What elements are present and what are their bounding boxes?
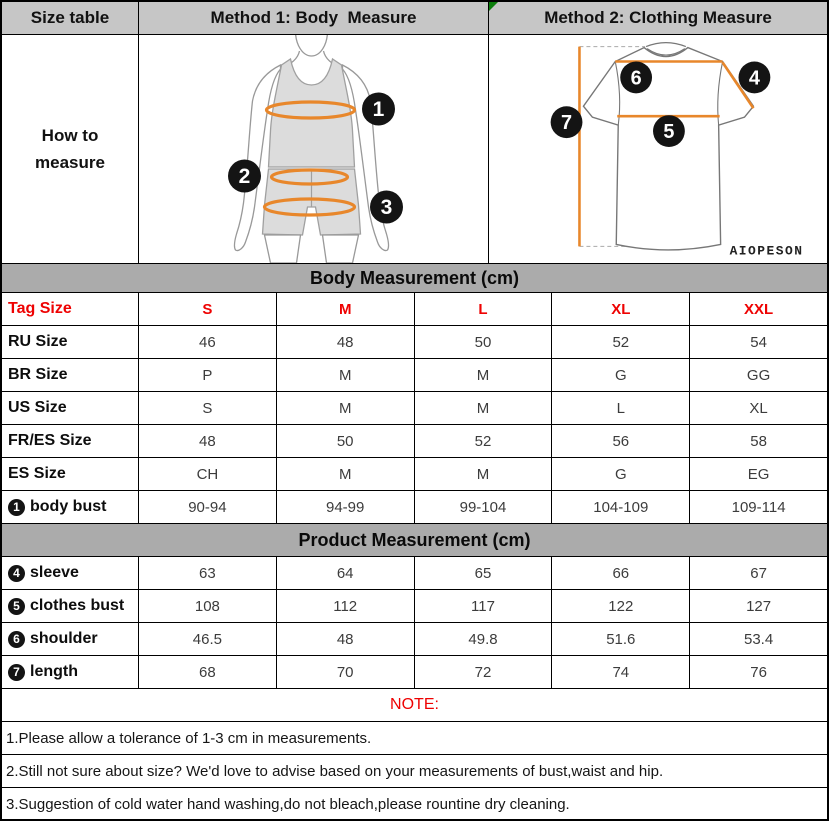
marker-badge-3 [370,191,403,224]
header-row [2,2,827,35]
header-method2: Method 2: Clothing Measure [489,2,827,34]
note-text: 1.Please allow a tolerance of 1-3 cm in measurements. [6,729,372,747]
tag-size-label: Tag Size [2,293,139,325]
marker-badge-7 [551,106,583,138]
note-row [2,722,827,755]
size-value-cell: 94-99 [277,491,415,523]
table-row [2,359,827,392]
size-value-cell: EG [747,465,770,483]
marker-badge-5 [653,115,685,147]
size-value-cell: 56 [552,425,690,457]
size-value-cell: M [415,359,553,391]
svg-text:6: 6 [630,67,642,90]
size-value-cell: 65 [415,557,553,589]
marker-badge: 6 [8,631,25,648]
note-row [2,755,827,788]
marker-badge-2 [228,160,261,193]
size-value-cell: 63 [139,557,277,589]
row-label: US Size [2,392,139,424]
tshirt-illustration [489,35,827,263]
size-value-cell: 127 [746,597,772,615]
product-measurement-title: Product Measurement (cm) [298,529,531,550]
size-value-cell: 72 [415,656,553,688]
note-text: 2.Still not sure about size? We'd love to advise based on your measurements of bust,waist and hip. [6,762,664,780]
size-value-cell: 52 [415,425,553,457]
size-value-cell: M [415,392,553,424]
size-value-cell: 66 [552,557,690,589]
size-value-cell: 51.6 [552,623,690,655]
svg-text:5: 5 [663,121,675,144]
row-label: 6 shoulder [2,623,139,655]
product-measurement-table [2,557,827,689]
row-label: BR Size [2,359,139,391]
note-row [2,788,827,821]
note-title: NOTE: [390,696,439,713]
svg-text:7: 7 [561,112,573,135]
size-value-cell: XL [749,399,768,417]
header-method1: Method 1: Body Measure [139,2,489,34]
size-value-cell: 76 [750,663,767,681]
table-row [2,623,827,656]
body-measurement-title: Body Measurement (cm) [309,267,520,288]
header-size-table: Size table [2,2,139,34]
tag-size-column: XL [552,293,690,325]
table-row [2,656,827,689]
size-value-cell: 50 [415,326,553,358]
size-value-cell: 122 [552,590,690,622]
note-text: 3.Suggestion of cold water hand washing,do not bleach,please rountine dry cleaning. [6,796,570,813]
tag-size-column: S [139,293,277,325]
tag-size-values [139,293,827,325]
size-value-cell: P [139,359,277,391]
size-value-cell: 99-104 [415,491,553,523]
size-value-cell: 48 [139,425,277,457]
row-label: 4 sleeve [2,557,139,589]
size-value-cell: M [277,359,415,391]
marker-badge: 5 [8,598,25,615]
size-value-cell: M [277,458,415,490]
size-value-cell: 48 [277,326,415,358]
size-value-cell: 49.8 [415,623,553,655]
row-label: 1 body bust [2,491,139,523]
size-value-cell: M [277,392,415,424]
row-label: 7 length [2,656,139,688]
product-measurement-band [2,524,827,557]
row-label: RU Size [2,326,139,358]
note-title-row [2,689,827,722]
size-value-cell: 112 [277,590,415,622]
size-value-cell: S [139,392,277,424]
marker-badge-6 [620,62,652,94]
excel-corner-marker [489,2,498,11]
table-row [2,425,827,458]
size-value-cell: 70 [277,656,415,688]
tag-size-column: L [415,293,553,325]
tag-size-column: M [277,293,415,325]
table-row [2,491,827,524]
size-value-cell: 46.5 [139,623,277,655]
row-label: ES Size [2,458,139,490]
size-value-cell: 48 [277,623,415,655]
row-label: 5 clothes bust [2,590,139,622]
brand-text: AIOPESON [729,243,804,259]
body-figure-illustration [139,35,488,263]
size-value-cell: G [552,359,690,391]
size-value-cell: CH [139,458,277,490]
how-to-measure-label: How to measure [2,35,139,263]
diagram-row [2,35,827,264]
marker-badge-1 [362,93,395,126]
size-value-cell: 58 [750,432,767,450]
marker-badge: 4 [8,565,25,582]
table-row [2,557,827,590]
svg-text:3: 3 [380,196,393,219]
size-value-cell: 104-109 [552,491,690,523]
body-measure-diagram [139,35,489,263]
table-row [2,326,827,359]
size-value-cell: 68 [139,656,277,688]
svg-text:1: 1 [372,98,385,121]
size-value-cell: L [552,392,690,424]
tag-size-row [2,293,827,326]
size-value-cell: 67 [750,564,767,582]
svg-text:4: 4 [748,67,760,90]
size-value-cell: 50 [277,425,415,457]
note-list [2,722,827,821]
size-value-cell: 64 [277,557,415,589]
size-value-cell: 109-114 [731,498,786,516]
tag-size-column: XXL [743,300,774,318]
size-value-cell: G [552,458,690,490]
size-value-cell: 74 [552,656,690,688]
table-row [2,590,827,623]
body-measurement-table [2,326,827,524]
marker-badge: 7 [8,664,25,681]
svg-text:2: 2 [238,165,251,188]
size-value-cell: GG [746,366,771,384]
table-row [2,458,827,491]
row-label: FR/ES Size [2,425,139,457]
size-value-cell: M [415,458,553,490]
size-value-cell: 117 [415,590,553,622]
size-value-cell: 90-94 [139,491,277,523]
clothing-measure-diagram [489,35,827,263]
size-value-cell: 108 [139,590,277,622]
size-value-cell: 53.4 [743,630,774,648]
table-row [2,392,827,425]
size-value-cell: 46 [139,326,277,358]
marker-badge: 1 [8,499,25,516]
body-measurement-band [2,264,827,293]
size-value-cell: 52 [552,326,690,358]
size-value-cell: 54 [750,333,767,351]
marker-badge-4 [739,62,771,94]
